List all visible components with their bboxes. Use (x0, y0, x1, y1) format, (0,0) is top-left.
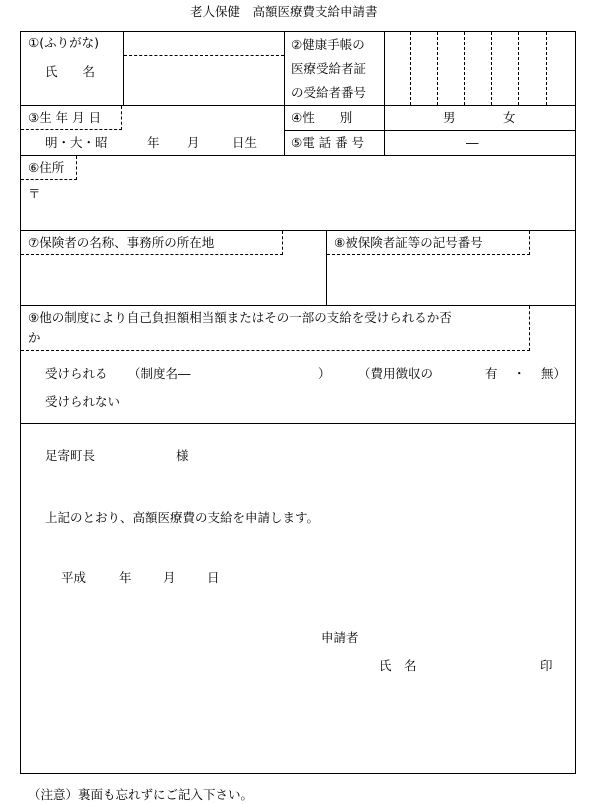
phone-label: ⑤電 話 番 号 (291, 135, 365, 150)
address-label: ⑥住所 (28, 160, 65, 175)
sex-label: ④性 別 (291, 110, 353, 125)
era-options: 明・大・昭 (45, 135, 108, 150)
application-month: 月 (163, 570, 176, 585)
sex-female[interactable]: 女 (503, 110, 516, 125)
applicant-label: 申請者 (321, 630, 359, 645)
insurance-label-line2: 医療受給者証 (291, 61, 367, 76)
fee-collection-open: （費用徴収の (358, 366, 434, 381)
insurance-label-line3: の受給者番号 (291, 85, 367, 100)
birth-month: 月 (187, 135, 200, 150)
seal-mark: 印 (540, 658, 553, 673)
footer-note: （注意）裏面も忘れずにご記入下さい。 (28, 787, 254, 802)
postal-mark: 〒 (28, 186, 41, 201)
form-title: 老人保健 高額医療費支給申請書 (190, 4, 378, 19)
addressee: 足寄町長 (45, 448, 96, 463)
other-system-label-1: ⑨他の制度により自己負担額相当額またはその一部の支給を受けられるか否 (28, 310, 452, 325)
fee-yes-option[interactable]: 有 (485, 366, 498, 381)
application-era: 平成 (61, 570, 87, 585)
birth-year: 年 (147, 135, 160, 150)
system-name-open: （制度名― (128, 366, 191, 381)
other-system-label-2: か (28, 330, 41, 345)
not-receivable-option[interactable]: 受けられない (45, 394, 121, 409)
application-year: 年 (119, 570, 132, 585)
application-statement: 上記のとおり、高額医療費の支給を申請します。 (45, 510, 320, 525)
fee-no-option[interactable]: 無） (541, 366, 567, 381)
applicant-name-label: 氏 名 (379, 658, 417, 673)
phone-separator: ― (466, 135, 479, 150)
application-day: 日 (207, 570, 220, 585)
name-label: 氏 名 (45, 64, 96, 79)
fee-dot: ・ (513, 366, 526, 381)
birthdate-label: ③生 年 月 日 (28, 110, 102, 125)
insured-number-label: ⑧被保険者証等の記号番号 (334, 235, 483, 250)
sex-male[interactable]: 男 (443, 110, 456, 125)
system-name-close: ） (318, 366, 331, 381)
receivable-option[interactable]: 受けられる (45, 366, 108, 381)
insurer-label: ⑦保険者の名称、事務所の所在地 (28, 235, 215, 250)
honorific: 様 (176, 448, 189, 463)
insurance-label-line1: ②健康手帳の (291, 37, 365, 52)
furigana-label: ①(ふりがな) (28, 35, 99, 50)
birth-day: 日生 (232, 135, 258, 150)
